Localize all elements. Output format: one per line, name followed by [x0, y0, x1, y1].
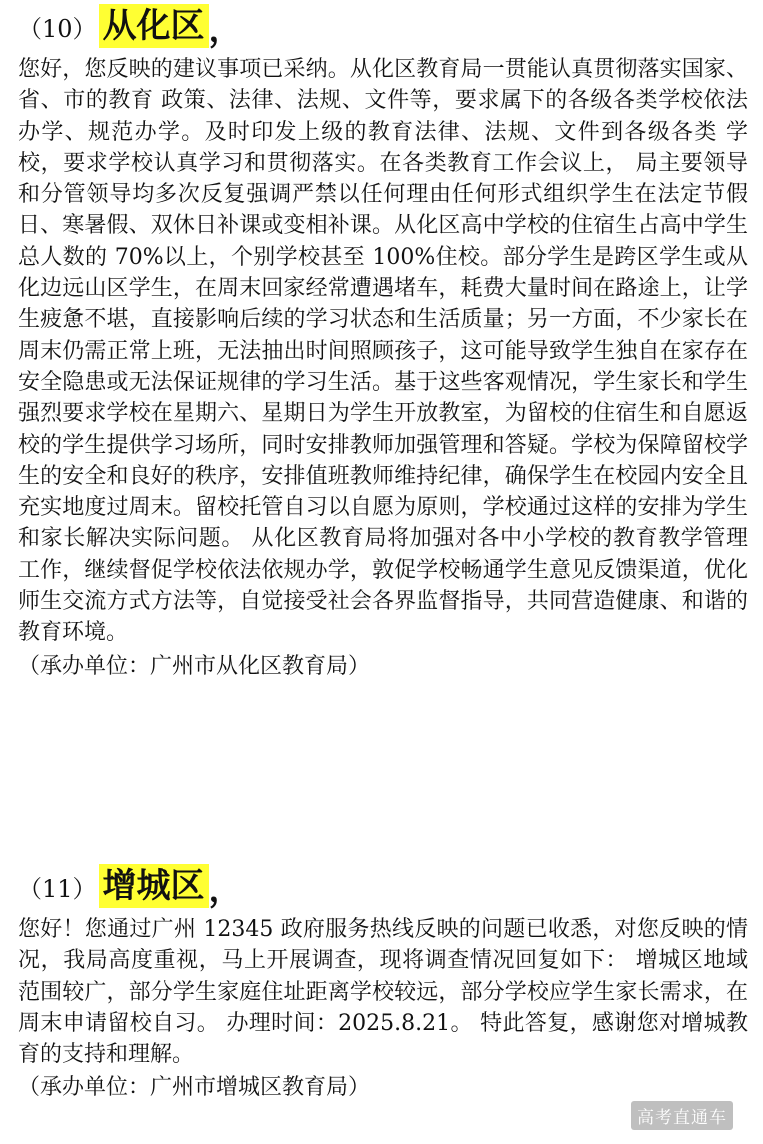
- responsible-unit: （承办单位：广州市增城区教育局）: [18, 1075, 371, 1101]
- district-name-highlight: 增城区: [99, 864, 209, 908]
- heading-comma: ，: [208, 869, 243, 910]
- watermark: 高考直通车: [631, 1101, 733, 1130]
- heading-comma: ，: [208, 9, 243, 50]
- reply-body: 您好！您通过广州 12345 政府服务热线反映的问题已收悉，对您反映的情况，我局高度重视，马上开展调查，现将调查情况回复如下： 增城区地域范围较广，部分学生家庭住址距离学校较远，部分学校应学生家长需求，在周末申请留校自习。 办理时间：2025.8.21。 特此答复，感谢您对增城教育的支持和理解。: [18, 917, 748, 1068]
- reply-body: 您好，您反映的建议事项已采纳。从化区教育局一贯能认真贯彻落实国家、省、市的教育 政策、法律、法规、文件等，要求属下的各级各类学校依法办学、规范办学。及时印发上级的教育法律、法规、文件到各级各类 学校，要求学校认真学习和贯彻落实。在各类教育工作会议上， 局主要领导和分管领导均多次反复强调严禁以任何理由任何形式组织学生在法定节假日、寒暑假、双休日补课或变相补课。从化区高中学校的住宿生占高中学生总人数的 70%以上，个别学校甚至 100%住校。部分学生是跨区学生或从化边远山区学生，在周末回家经常遭遇堵车，耗费大量时间在路途上，让学生疲惫不堪，直接影响后续的学习状态和生活质量；另一方面，不少家长在周末仍需正常上班，无法抽出时间照顾孩子，这可能导致学生独自在家存在安全隐患或无法保证规律的学习生活。基于这些客观情况，学生家长和学生强烈要求学校在星期六、星期日为学生开放教室，为留校的住宿生和自愿返校的学生提供学习场所，同时安排教师加强管理和答疑。学校为保障留校学生的安全和良好的秩序，安排值班教师维持纪律，确保学生在校园内安全且充实地度过周末。留校托管自习以自愿为原则，学校通过这样的安排为学生和家长解决实际问题。 从化区教育局将加强对各中小学校的教育教学管理工作，继续督促学校依法依规办学，敦促学校畅通学生意见反馈渠道，优化师生交流方式方法等，自觉接受社会各界监督指导，共同营造健康、和谐的教育环境。: [18, 57, 748, 646]
- section-number: （10）: [18, 14, 97, 43]
- responsible-unit: （承办单位：广州市从化区教育局）: [18, 653, 371, 679]
- section-number: （11）: [18, 874, 97, 903]
- section-heading: [18, 862, 748, 910]
- section-heading: [18, 2, 748, 50]
- district-name-highlight: 从化区: [99, 4, 209, 48]
- section-conghua: [18, 2, 748, 682]
- section-zengcheng: [18, 862, 748, 1104]
